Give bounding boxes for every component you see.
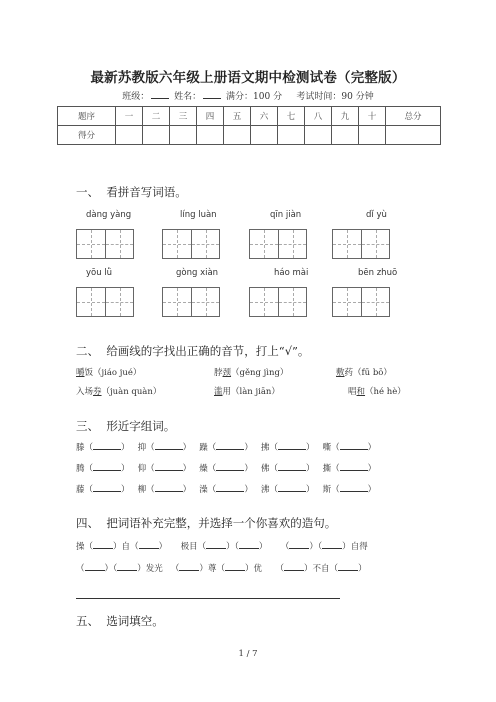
answer-blank[interactable] [322,540,342,549]
writing-grid[interactable] [162,229,220,259]
q2-item[interactable]: 滥用（làn jiān） [214,387,280,397]
answer-blank[interactable] [216,462,244,471]
answer-blank[interactable] [155,462,183,471]
answer-blank[interactable] [289,540,309,549]
q2-item[interactable]: 入场券（juàn quàn） [76,387,162,397]
answer-blank[interactable] [278,462,306,471]
answer-blank[interactable] [155,483,183,492]
answer-blank[interactable] [139,540,159,549]
answer-blank[interactable] [93,462,121,471]
section-number: 三、 [76,419,99,433]
answer-blank[interactable] [155,441,183,450]
cell: 一 [116,107,143,126]
pinyin: qīn jiàn [270,210,302,220]
writing-grid[interactable] [162,287,220,317]
score-table-header-row [58,107,441,126]
cell: 题序 [58,107,116,126]
pinyin: háo mài [274,268,309,278]
cell: 九 [332,107,359,126]
page-number: 1 / 7 [238,649,258,659]
writing-grid[interactable] [332,229,390,259]
q2-item[interactable]: 嚼饭（jiáo jué） [76,368,142,378]
score-cell[interactable] [251,126,278,145]
page-title: 最新苏教版六年级上册语文期中检测试卷（完整版） [90,70,406,86]
pinyin: bēn zhuō [358,268,398,278]
score-table-score-row [58,126,441,145]
answer-blank[interactable] [284,562,304,571]
score-cell[interactable] [305,126,332,145]
section-title: 给画线的字找出正确的音节，打上“√”。 [106,344,310,358]
answer-blank[interactable] [278,483,306,492]
score-cell[interactable] [143,126,170,145]
cell: 总分 [386,107,441,126]
score-cell[interactable] [224,126,251,145]
answer-blank[interactable] [340,462,368,471]
section-title: 形近字组词。 [106,419,176,433]
score-cell[interactable] [386,126,441,145]
exam-time: 考试时间：90 分钟 [296,92,374,102]
answer-blank[interactable] [340,441,368,450]
section-title: 把词语补充完整，并选择一个你喜欢的造句。 [106,516,337,530]
pinyin: gòng xiàn [176,268,219,278]
q3-row: 滕（ ） 抑（ ） 躁（ ） 拂（ ） 嘶（ ） [76,443,377,453]
cell: 六 [251,107,278,126]
answer-blank[interactable] [225,562,245,571]
class-label: 班级： [122,92,150,102]
cell: 五 [224,107,251,126]
score-cell[interactable] [116,126,143,145]
pinyin: yōu lǜ [86,268,113,278]
q3-row: 腾（ ） 仰（ ） 燥（ ） 佛（ ） 撕（ ） [76,464,377,474]
section-number: 二、 [76,344,99,358]
score-table [57,106,441,145]
answer-blank[interactable] [117,562,137,571]
section-5-heading [76,613,164,629]
q2-item[interactable]: 唱和（hé hè） [348,387,406,397]
score-cell[interactable] [170,126,197,145]
q2-item[interactable]: 敷药（fū bō） [336,368,392,378]
cell: 七 [278,107,305,126]
name-blank [203,90,221,99]
writing-grid[interactable] [249,229,307,259]
pinyin: dǐ yù [366,210,387,220]
answer-blank[interactable] [93,483,121,492]
score-cell[interactable] [332,126,359,145]
q4-row: （ ）（ ）发光 （ ）尊（ ）优 （ ）不自（ ） [76,564,367,574]
answer-blank[interactable] [340,483,368,492]
answer-blank[interactable] [216,483,244,492]
score-cell[interactable] [197,126,224,145]
cell: 二 [143,107,170,126]
answer-blank[interactable] [85,562,105,571]
q3-row: 藤（ ） 柳（ ） 澡（ ） 沸（ ） 斯（ ） [76,485,377,495]
answer-blank[interactable] [93,540,113,549]
section-number: 一、 [76,185,99,199]
answer-blank[interactable] [179,562,199,571]
section-number: 四、 [76,516,99,530]
answer-blank[interactable] [206,540,226,549]
name-label: 姓名： [174,92,202,102]
q4-row: 操（ ）自（ ） 极目（ ）（ ） （ ）（ ）自得 [76,542,368,552]
answer-blank[interactable] [278,441,306,450]
pinyin: dàng yàng [86,210,132,220]
writing-grid[interactable] [76,229,134,259]
answer-blank[interactable] [93,441,121,450]
answer-blank[interactable] [338,562,358,571]
cell: 十 [359,107,386,126]
cell: 八 [305,107,332,126]
cell: 得分 [58,126,116,145]
section-4-heading [76,515,336,531]
writing-grid[interactable] [249,287,307,317]
section-title: 选词填空。 [106,614,164,628]
score-cell[interactable] [359,126,386,145]
sentence-answer-line[interactable] [76,598,340,599]
q2-item[interactable]: 脖颈（gěng jìng） [214,368,289,378]
writing-grid[interactable] [332,287,390,317]
cell: 四 [197,107,224,126]
writing-grid[interactable] [76,287,134,317]
class-blank [151,90,169,99]
section-title: 看拼音写词语。 [106,185,187,199]
answer-blank[interactable] [216,441,244,450]
score-cell[interactable] [278,126,305,145]
section-1-heading [76,184,187,200]
answer-blank[interactable] [239,540,259,549]
pinyin: líng luàn [180,210,217,220]
section-3-heading [76,418,175,434]
section-2-heading [76,343,309,359]
cell: 三 [170,107,197,126]
section-number: 五、 [76,614,99,628]
exam-info [0,89,496,102]
full-score: 满分：100 分 [226,92,283,102]
